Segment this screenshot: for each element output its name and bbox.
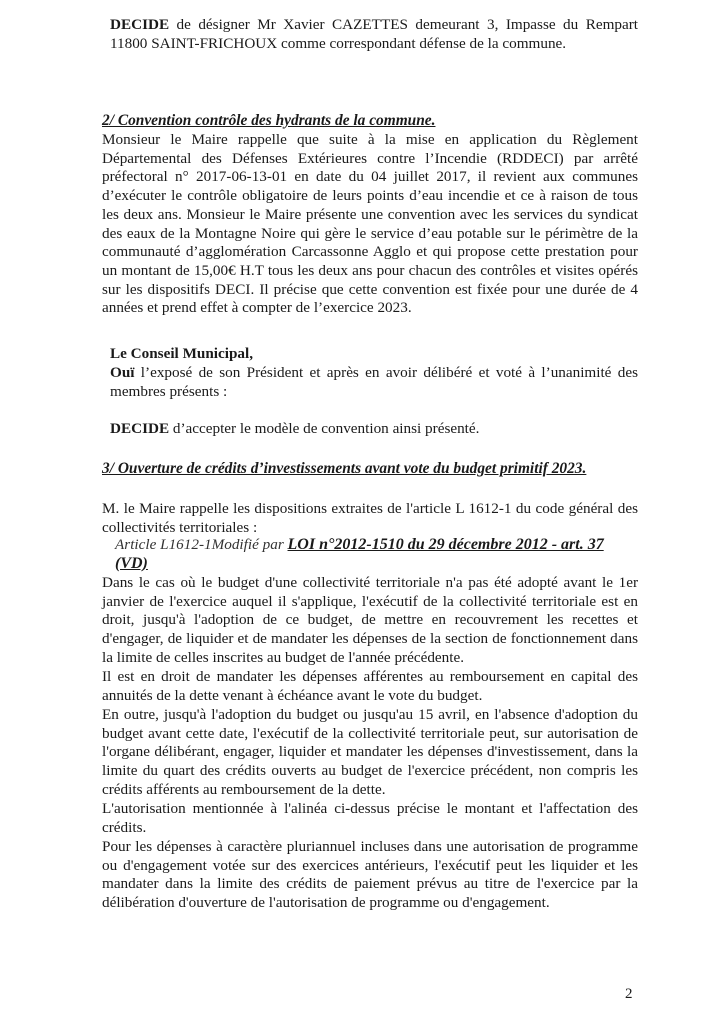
section-2-body: Monsieur le Maire rappelle que suite à la mise en application du Règlement Départemental des Défenses Extérieures contre l’Incendie (RDDECI) par arrêté préfectoral n° 2017-06-13-01 en date du 04 juillet 2017, il revient aux communes d’exécuter le contrôle obligatoire de leurs points d’eau incendie et ce à raison de tous les deux ans. Monsieur le Maire présente une convention avec les services du syndicat des eaux de la Montagne Noire qui gère le service d’eau potable sur le périmètre de la communauté d’agglomération Carcassonne Agglo et qui propose cette prestation pour un montant de 15,00€ H.T tous les deux ans pour chacun des contrôles et visites opérés sur les dispositifs DECI. Il précise que cette convention est fixée pour une durée de 4 années et prend effet à compter de l’exercice 2023.: [102, 131, 638, 317]
council-vote-text: l’exposé de son Président et après en avoir délibéré et voté à l’unanimité des membres présents :: [110, 364, 638, 400]
decide-keyword-2: DECIDE: [110, 420, 170, 437]
article-paragraph-1: Dans le cas où le budget d'une collectivité territoriale n'a pas été adopté avant le 1er janvier de l'exercice auquel il s'applique, l'exécutif de la collectivité territoriale est en droit, jusqu'à l'adoption de ce budget, de mettre en recouvrement les recettes et d'engager, de liquider et de mandater les dépenses de la section de fonctionnement dans la limite de celles inscrites au budget de l'année précédente.: [102, 574, 638, 666]
article-paragraph-3: En outre, jusqu'à l'adoption du budget ou jusqu'au 15 avril, en l'absence d'adoption du budget avant cette date, l'exécutif de la collectivité territoriale peut, sur autorisation de l'organe délibérant, engager, liquider et mandater les dépenses d'investissement, dans la limite du quart des crédits ouverts au budget de l'exercice précédent, non compris les crédits afférents au remboursement de la dette.: [102, 706, 638, 798]
article-paragraph-2: Il est en droit de mandater les dépenses afférentes au remboursement en capital des annuités de la dette venant à échéance avant le vote du budget.: [102, 668, 638, 704]
section-3-title: 3/ Ouverture de crédits d’investissements avant vote du budget primitif 2023.: [102, 460, 587, 477]
decision-convention-text: d’accepter le modèle de convention ainsi présenté.: [169, 420, 480, 437]
article-paragraph-4: L'autorisation mentionnée à l'alinéa ci-dessus précise le montant et l'affectation des crédits.: [102, 800, 638, 836]
decision-text: de désigner Mr Xavier CAZETTES demeurant 3, Impasse du Rempart 11800 SAINT-FRICHOUX comme correspondant défense de la commune.: [110, 16, 638, 52]
section-2-title: 2/ Convention contrôle des hydrants de la commune.: [102, 112, 436, 129]
decision-correspondant: [110, 16, 638, 53]
page-number: 2: [625, 986, 633, 1002]
article-reference: [115, 536, 635, 573]
council-vote: [110, 364, 638, 401]
decide-keyword: DECIDE: [110, 16, 170, 33]
oui-keyword: Ouï: [110, 364, 135, 381]
article-ref-text: Article L1612-1Modifié par: [115, 536, 288, 553]
decision-convention: [110, 420, 638, 439]
law-link[interactable]: LOI n°2012-1510 du 29 décembre 2012 - art. 37 (VD): [115, 536, 604, 572]
article-paragraph-5: Pour les dépenses à caractère pluriannuel incluses dans une autorisation de programme ou d'engagement votée sur des exercices antérieurs, l'exécutif peut les liquider et les mandater dans la limite des crédits de paiement prévus au titre de l'exercice par la délibération d'ouverture de l'autorisation de programme ou d'engagement.: [102, 838, 638, 912]
council-title: Le Conseil Municipal,: [110, 345, 254, 362]
section-3-intro: M. le Maire rappelle les dispositions extraites de l'article L 1612-1 du code général des collectivités territoriales :: [102, 500, 638, 536]
